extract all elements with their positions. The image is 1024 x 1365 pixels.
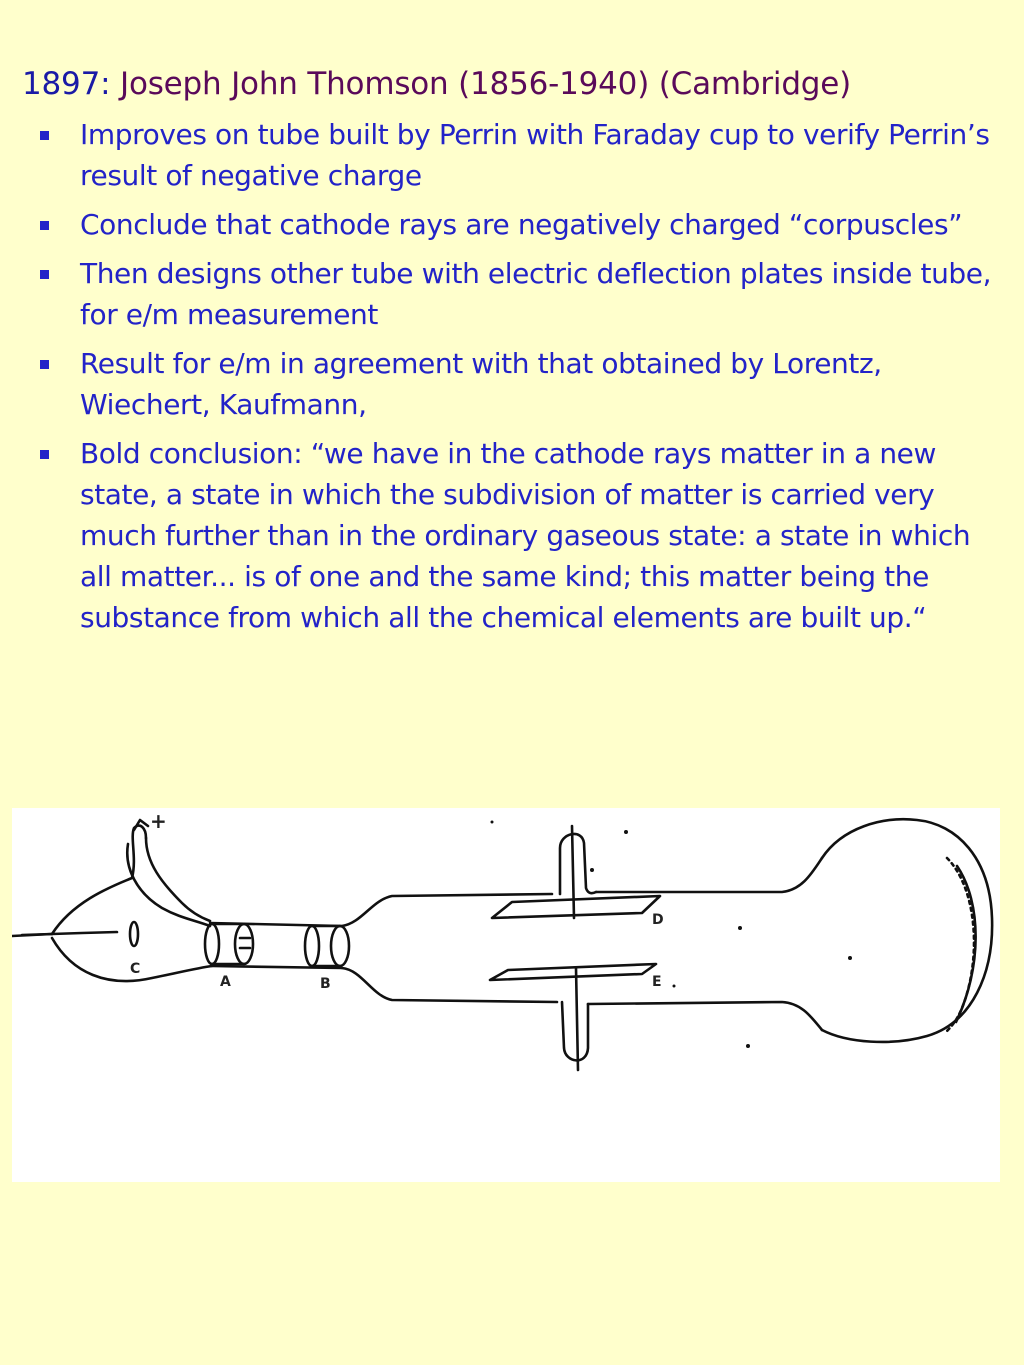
cathode-pin [22,932,117,935]
bullet-text: Conclude that cathode rays are negatively charged “corpuscles” [80,208,963,241]
label-anode-a: A [220,974,231,990]
speck [746,1044,750,1048]
bullet-square-icon [40,450,49,459]
slide-title [22,62,851,106]
bullet-item [0,343,1024,425]
label-plus: + [150,809,167,833]
main-lower [588,1002,822,1030]
label-plate-e: E [652,974,662,990]
stem-lower [562,1002,588,1060]
speck [624,830,628,834]
speck [590,868,594,872]
speck [491,821,494,824]
label-anode-b: B [320,976,331,992]
label-cathode: C [130,961,141,977]
bulb-left-upper [52,826,146,934]
speck [738,926,742,930]
flare-lower [342,968,557,1002]
plate-e [490,964,656,980]
bullet-text: Then designs other tube with electric deflection plates inside tube, for e/m measurement [80,257,992,331]
plug-a-left [205,924,219,964]
plug-a-right [235,924,253,964]
bullet-text: Result for e/m in agreement with that obtained by Lorentz, Wiechert, Kaufmann, [80,347,882,421]
label-plate-d: D [652,912,664,928]
bulb-neck-upper [146,838,210,921]
stem-upper [560,834,596,894]
stem-upper-wire [572,826,574,918]
bullet-list [0,114,1024,638]
speck [673,985,676,988]
bullet-item [0,114,1024,196]
title-name: Joseph John Thomson (1856-1940) (Cambridge) [120,66,852,102]
bullet-square-icon [40,270,49,279]
plug-b-left [305,926,319,966]
tube-drawing [12,808,1000,1182]
cathode-ray-tube-diagram [12,808,1000,1182]
bullet-square-icon [40,221,49,230]
title-year: 1897: [22,66,111,102]
speck [848,956,852,960]
plug-b-right [331,926,349,966]
bullet-item [0,433,1024,638]
main-upper [596,858,822,892]
flare-upper [342,894,552,926]
big-bulb [822,819,992,1042]
bullet-item [0,204,1024,245]
bullet-square-icon [40,360,49,369]
stem-lower-wire [576,968,578,1070]
bullet-text: Improves on tube built by Perrin with Faraday cup to verify Perrin’s result of negative charge [80,118,990,192]
plug-a-slit [240,938,250,948]
plate-d [492,896,660,918]
bullet-square-icon [40,131,49,140]
bullet-item [0,253,1024,335]
bullet-text: Bold conclusion: “we have in the cathode rays matter in a new state, a state in which the subdivision of matter is carried very much further than in the ordinary gaseous state: a state in which all matter... is of one and the same kind; this matter being the substance from which all the chemical elements are built up.“ [80,437,971,634]
cathode-disc [130,922,138,946]
